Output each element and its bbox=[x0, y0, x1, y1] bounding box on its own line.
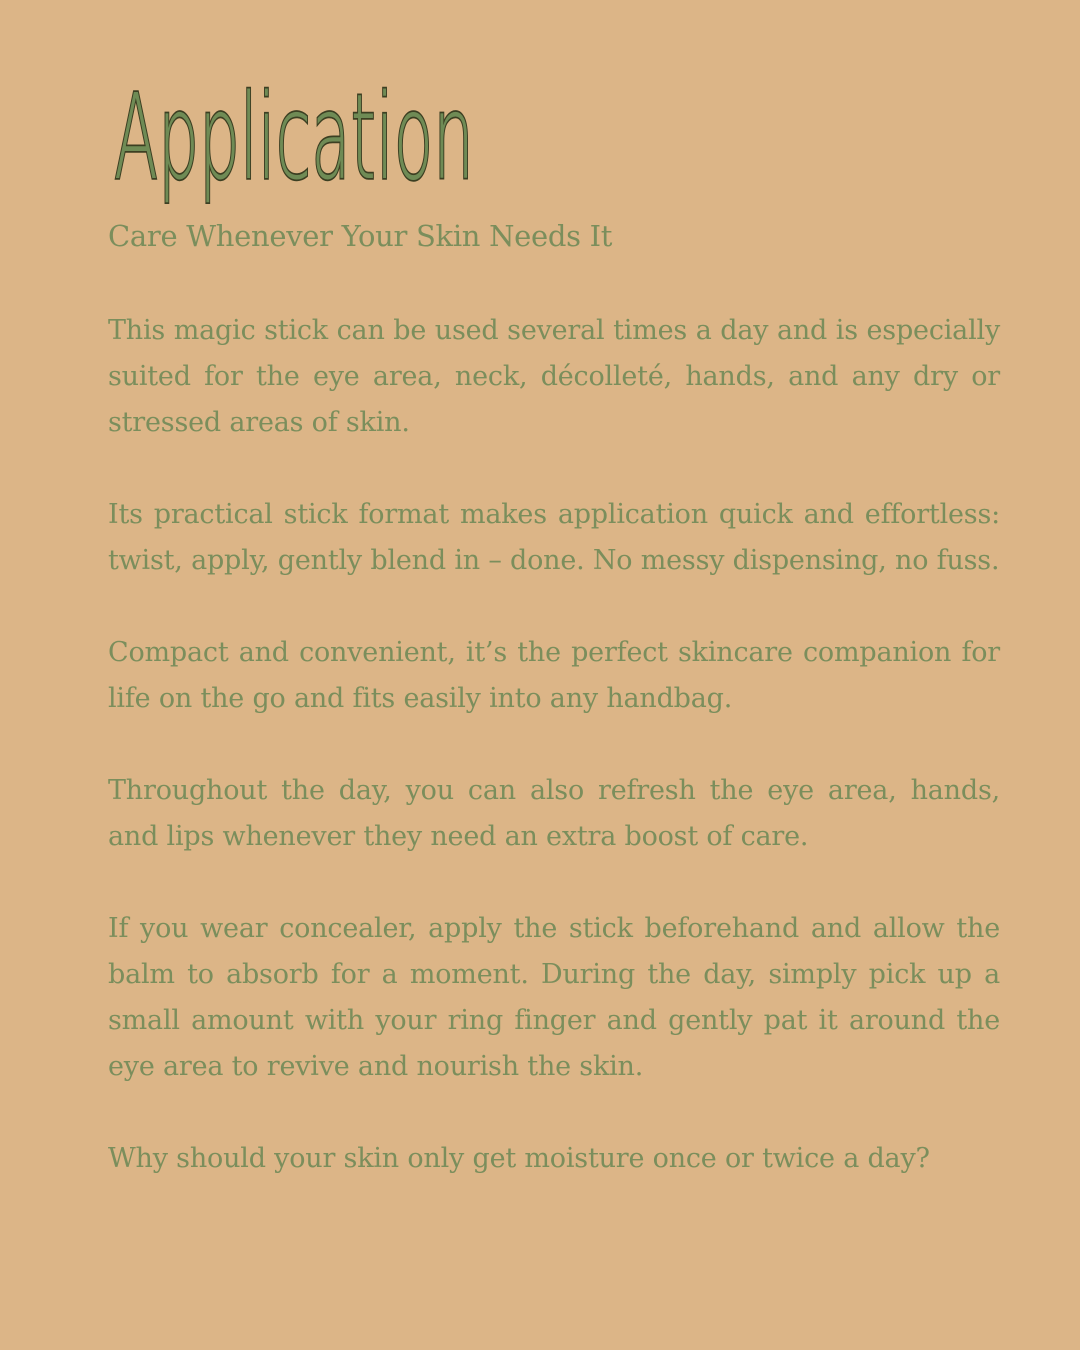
page-subtitle: Care Whenever Your Skin Needs It bbox=[108, 219, 613, 253]
paragraph-question: Why should your skin only get moisture once or twice a day? bbox=[108, 1143, 930, 1174]
body-text bbox=[108, 308, 1000, 1182]
page-content bbox=[108, 58, 1000, 1174]
page-title-graphic bbox=[108, 58, 628, 220]
paragraph-portability: Compact and convenient, it’s the perfect skincare companion for life on the go and fits easily into any handbag. bbox=[108, 637, 1000, 714]
paragraph-stick-format: Its practical stick format makes application quick and effortless: twist, apply, gently blend in – done. No messy dispensing, no fuss. bbox=[108, 499, 1000, 576]
paragraph-concealer: If you wear concealer, apply the stick beforehand and allow the balm to absorb for a moment. During the day, simply pick up a small amount with your ring finger and gently pat it around the eye area to revive and nourish the skin. bbox=[108, 913, 1000, 1082]
page-title: Application bbox=[114, 68, 474, 206]
paragraph-refresh: Throughout the day, you can also refresh the eye area, hands, and lips whenever they need an extra boost of care. bbox=[108, 775, 1000, 852]
title-block bbox=[108, 58, 628, 253]
paragraph-usage-areas: This magic stick can be used several times a day and is especially suited for the eye area, neck, décolleté, hands, and any dry or stressed areas of skin. bbox=[108, 315, 1000, 438]
